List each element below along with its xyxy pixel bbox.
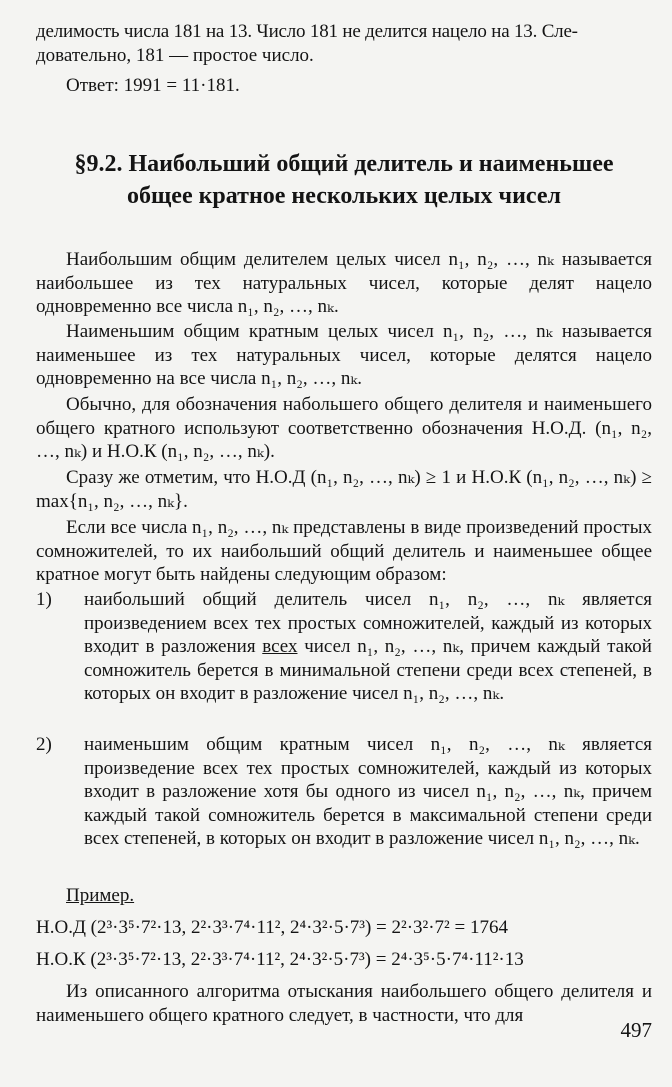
closing-paragraph: Из описанного алгоритма отыскания наибольшего общего делителя и наименьшего общего кратного следует, в частности, что для	[36, 981, 652, 1026]
example-label: Пример.	[66, 885, 135, 906]
example-gcd-formula: Н.О.Д (2³·3⁵·7²·13, 2²·3³·7⁴·11², 2⁴·3²·5·7³) = 2²·3²·7² = 1764	[36, 917, 508, 938]
list-item-text: наименьшим общим кратным чисел n₁, n₂, …, nₖ является произведение всех тех простых сомножителей, каждый из которых входит в разложение хотя бы одного из чисел n₁, n₂, …, nₖ, причем каждый такой сомножитель берется в максимальной степени среди всех степеней, в которых он входит в разложение чисел n₁, n₂, …, nₖ.	[84, 734, 652, 849]
method-intro: Если все числа n₁, n₂, …, nₖ представлены в виде произведений простых сомножителей, то их наибольший общий делитель и наименьшее общее кратное могут быть найдены следующим образом:	[36, 517, 652, 585]
notation-paragraph: Обычно, для обозначения набольшего общего делителя и наименьшего общего кратного используют соответственно обозначения Н.О.Д. (n₁, n₂, …, nₖ) и Н.О.К (n₁, n₂, …, nₖ).	[36, 394, 652, 462]
section-title-line-2: общее кратное нескольких целых чисел	[127, 183, 561, 209]
example-lcm-formula: Н.О.К (2³·3⁵·7²·13, 2²·3³·7⁴·11², 2⁴·3²·5·7³) = 2⁴·3⁵·5·7⁴·11²·13	[36, 949, 524, 970]
section-title-line-1: §9.2. Наибольший общий делитель и наименьшее	[74, 151, 614, 177]
list-item-text: наибольший общий делитель чисел n₁, n₂, …, nₖ является произведением всех тех простых сомножителей, каждый из которых входит в разложения всех чисел n₁, n₂, …, nₖ, причем каждый такой сомножитель берется в минимальной степени среди всех степеней, в которых он входит в разложение чисел n₁, n₂, …, nₖ.	[84, 589, 652, 704]
page-number: 497	[620, 1018, 652, 1042]
list-item-gcd	[36, 588, 652, 733]
gcd-definition: Наибольшим общим делителем целых чисел n₁, n₂, …, nₖ называется наибольшее из тех натуральных чисел, которые делят нацело одновременно все числа n₁, n₂, …, nₖ.	[36, 249, 652, 317]
underlined-word: всех	[262, 636, 298, 657]
list-item-lcm	[36, 733, 652, 878]
lcm-definition: Наименьшим общим кратным целых чисел n₁, n₂, …, nₖ называется наименьшее из тех натуральных чисел, которые делятся нацело одновременно на все числа n₁, n₂, …, nₖ.	[36, 321, 652, 389]
previous-text-line-2: довательно, 181 — простое число.	[36, 45, 314, 66]
answer-line: Ответ: 1991 = 11·181.	[66, 75, 240, 96]
list-number: 1)	[36, 589, 52, 610]
previous-text-line-1: делимость числа 181 на 13. Число 181 не делится нацело на 13. Сле-	[36, 21, 578, 42]
bounds-note: Сразу же отметим, что Н.О.Д (n₁, n₂, …, nₖ) ≥ 1 и Н.О.К (n₁, n₂, …, nₖ) ≥ max{n₁, n₂, …, nₖ}.	[36, 467, 652, 512]
list-number: 2)	[36, 734, 52, 755]
